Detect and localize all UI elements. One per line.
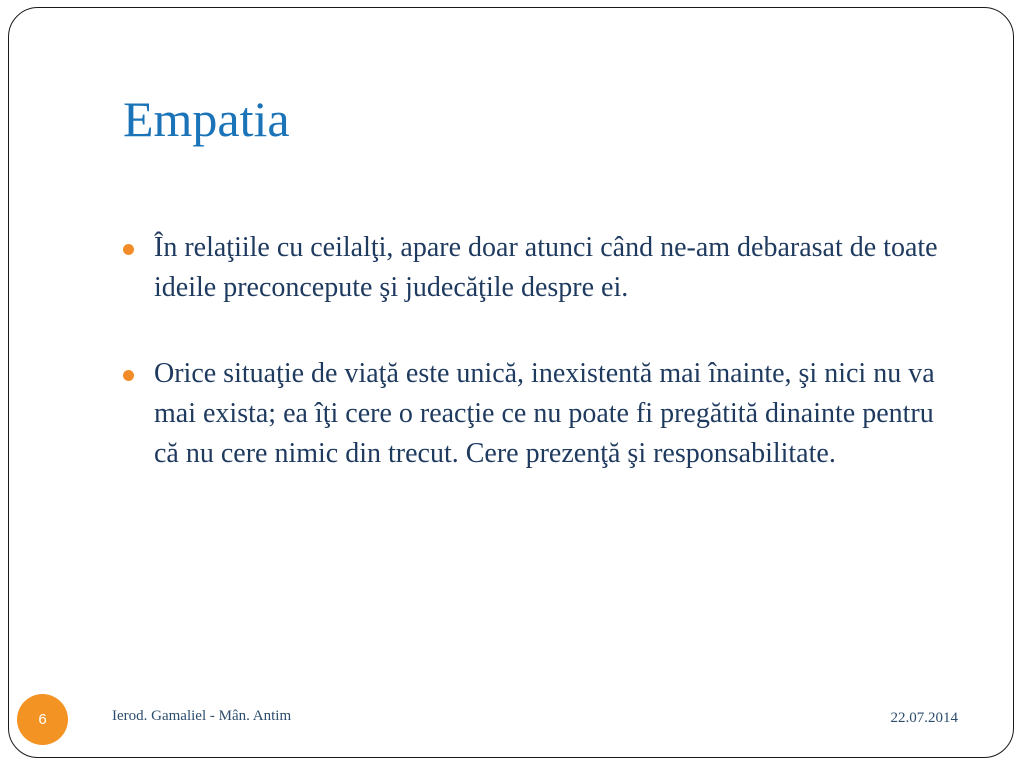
bullet-text: În relaţiile cu ceilalţi, apare doar atunci când ne-am debarasat de toate ideile preconcepute şi judecăţile despre ei. <box>154 232 938 303</box>
bullet-dot-icon <box>123 370 134 381</box>
page-number-badge: 6 <box>17 694 68 745</box>
slide-frame <box>8 7 1014 758</box>
footer-date: 22.07.2014 <box>890 710 958 726</box>
footer-author: Ierod. Gamaliel - Mân. Antim <box>112 708 292 724</box>
slide-title: Empatia <box>123 91 290 147</box>
bullet-item <box>123 228 953 308</box>
bullet-list <box>123 228 953 474</box>
bullet-dot-icon <box>123 244 134 255</box>
bullet-item <box>123 354 953 474</box>
bullet-text: Orice situaţie de viaţă este unică, inexistentă mai înainte, şi nici nu va mai exista; ea îţi cere o reacţie ce nu poate fi pregătită dinainte pentru că nu cere nimic din trecut. Cere prezenţă şi responsabilitate. <box>154 358 935 469</box>
